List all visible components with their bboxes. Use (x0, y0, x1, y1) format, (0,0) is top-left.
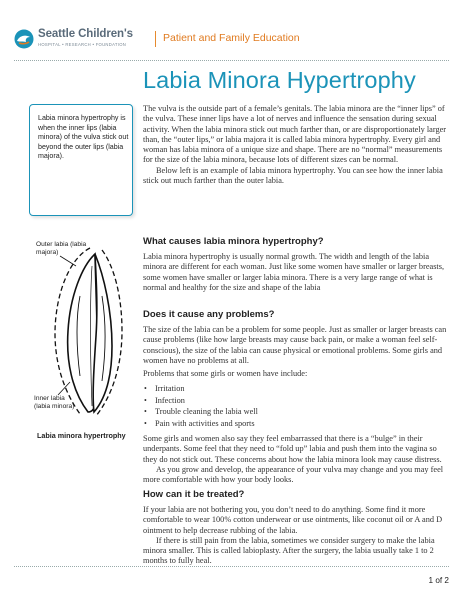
treatment-section (143, 505, 449, 567)
page-number: 1 of 2 (428, 576, 449, 585)
header-divider (155, 31, 156, 47)
causes-paragraph: Labia minora hypertrophy is usually normal growth. The width and length of the labia minora are different for each woman. Just like some women have smaller or larger breasts, some women have smaller or larger labia minora. There is a very large range of what is normal and healthy for the size and shape of the labia (143, 252, 445, 292)
callout-text: Labia minora hypertrophy is when the inner lips (labia minora) of the vulva stick out beyond the outer lips (labia majora). (38, 114, 129, 161)
heading-problems: Does it cause any problems? (143, 309, 275, 320)
problems-section (143, 325, 449, 366)
list-item: • Infection (143, 395, 443, 407)
treatment-paragraph-1: If your labia are not bothering you, you don’t need to do anything. Some find it more comfortable to wear 100% cotton underwear or use ointments, like coconut oil or A and D ointment to help decrease rubbing of the labia. (143, 505, 443, 535)
whale-logo-icon (14, 29, 34, 49)
footer-rule (14, 566, 449, 567)
problems-more (143, 434, 449, 485)
intro-section (143, 104, 449, 186)
outer-labia-label: Outer labia (labia majora) (36, 241, 87, 257)
heading-causes: What causes labia minora hypertrophy? (143, 236, 324, 247)
header-rule (14, 60, 449, 61)
org-name: Seattle Children's (38, 28, 133, 40)
causes-section (143, 252, 449, 293)
intro-paragraph-2: Below left is an example of labia minora hypertrophy. You can see how the inner labia stick out much farther than the outer labia. (143, 165, 443, 186)
problems-paragraph-1: The size of the labia can be a problem for some people. Just as smaller or larger breasts can cause problems (like how large breasts may cause back pain, or make a woman feel self-conscious), the size of the labia can cause physical or emotional problems. Some girls and women have no problems at all. (143, 325, 447, 365)
figure-caption: Labia minora hypertrophy (37, 431, 126, 440)
page-title: Labia Minora Hypertrophy (143, 67, 416, 93)
list-item: • Irritation (143, 383, 443, 395)
problems-paragraph-4: As you grow and develop, the appearance of your vulva may change and you may feel more comfortable with how your body looks. (143, 464, 444, 485)
inner-labia-label: Inner labia (labia minora) (34, 395, 75, 411)
problems-paragraph-3: Some girls and women also say they feel embarrassed that there is a “bulge” in their underpants. Some feel that they need to “fold up” labia and push them into the vagina so they do not stick out. These concerns about how the labia minora look may cause distress. (143, 434, 442, 464)
definition-callout (29, 104, 133, 216)
seattle-childrens-logo (14, 27, 154, 51)
treatment-paragraph-2: If there is still pain from the labia, sometimes we consider surgery to make the labia minora smaller. This is called labioplasty. After the surgery, the labia usually take 1 to 2 months to fully heal. (143, 535, 435, 566)
problems-list (143, 383, 443, 429)
section-title: Patient and Family Education (163, 32, 300, 44)
page-header (0, 0, 463, 60)
list-item: • Trouble cleaning the labia well (143, 406, 443, 418)
org-subtitle: HOSPITAL • RESEARCH • FOUNDATION (38, 42, 127, 47)
heading-treatment: How can it be treated? (143, 489, 245, 500)
intro-paragraph-1: The vulva is the outside part of a female’s genitals. The labia minora are the “inner lips” of the vulva. These inner lips have a lot of nerves and influence the sensation during sexual activity. When the labia minora stick out much farther than, or are disproportionately larger than, the “outer lips,” or labia majora it is called labia minora hypertrophy. Every girl and woman has labia minora of a unique size and shape. There are no “normal” measurements for the size of the labia minora, because lots of different sizes can be normal. (143, 104, 447, 165)
list-item: • Pain with activities and sports (143, 418, 443, 430)
problems-paragraph-2: Problems that some girls or women have include: (143, 369, 308, 378)
problems-intro (143, 369, 449, 379)
